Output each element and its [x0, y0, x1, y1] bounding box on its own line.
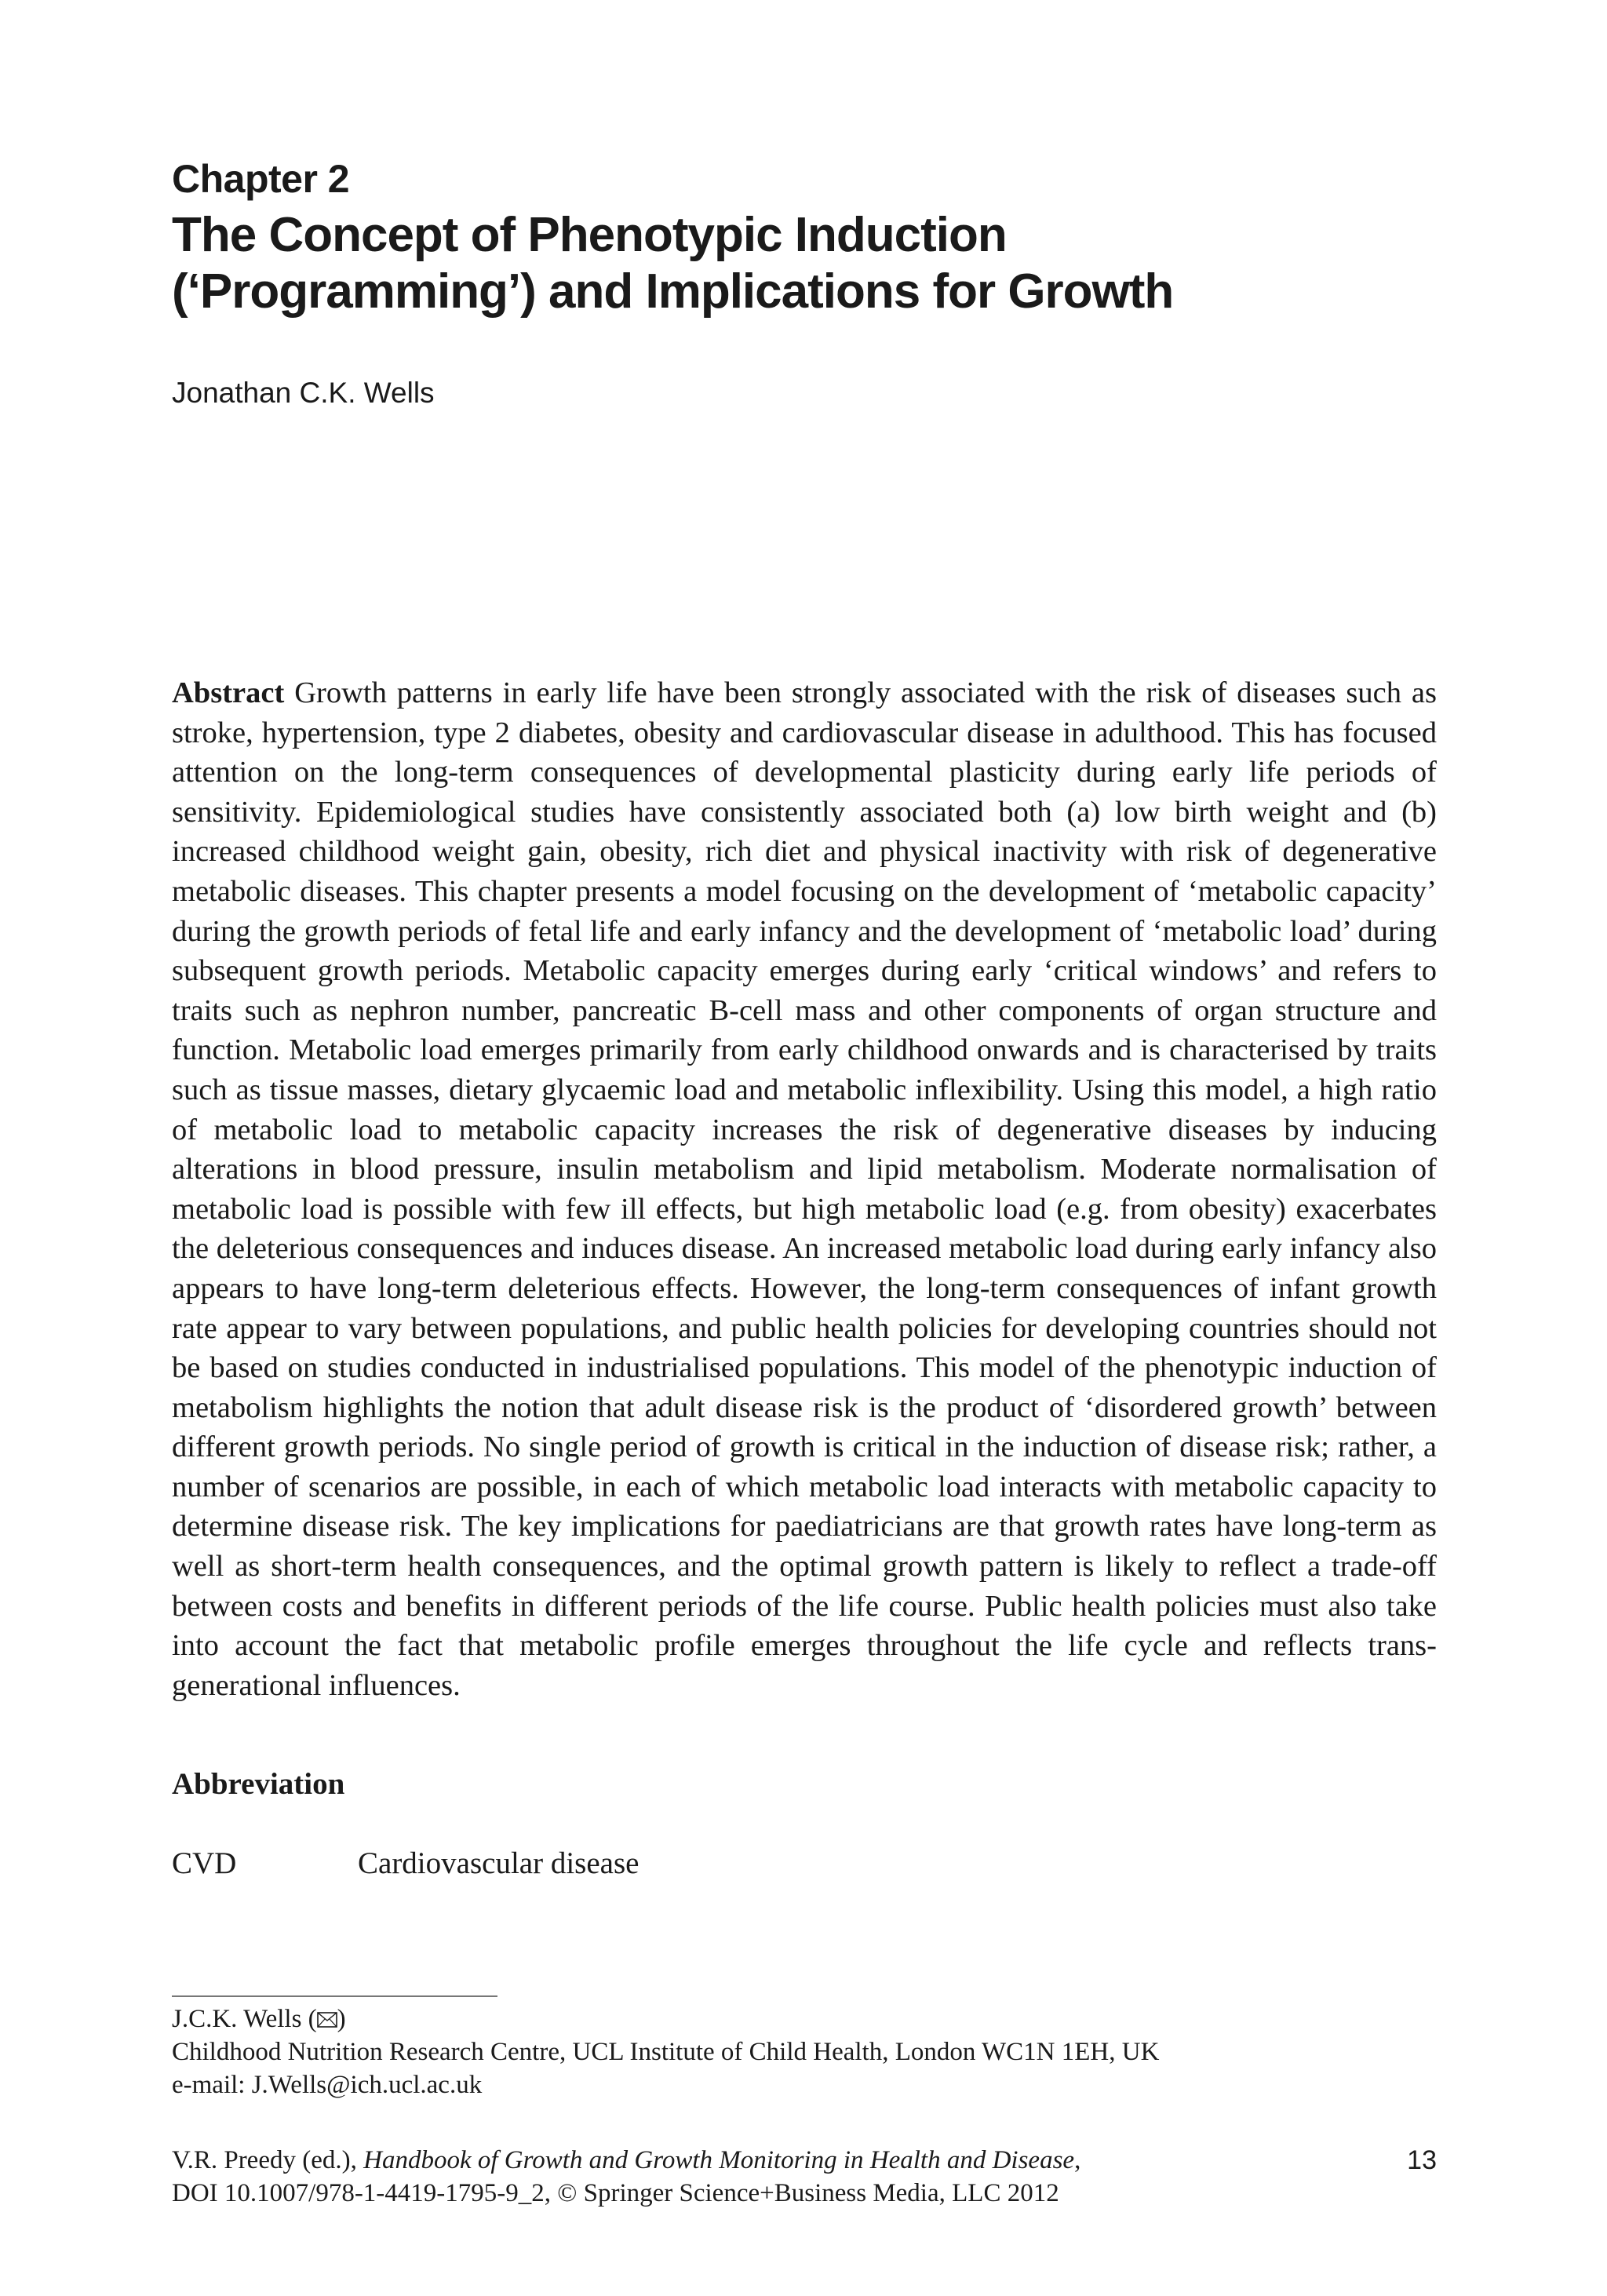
- citation-doi: DOI 10.1007/978-1-4419-1795-9_2, © Springer Science+Business Media, LLC 2012: [172, 2179, 1059, 2207]
- citation-suffix: ,: [1074, 2146, 1081, 2174]
- chapter-title: [172, 207, 1443, 320]
- abbreviation-definition: Cardiovascular disease: [358, 1846, 640, 1880]
- abbreviation-row: [172, 1844, 639, 1883]
- abstract-label: Abstract: [172, 676, 285, 709]
- footnote-author-close: ): [337, 2005, 346, 2033]
- abstract-text: Growth patterns in early life have been strongly associated with the risk of diseases such as stroke, hypertension, type 2 diabetes, obesity and cardiovascular disease in adulthood. This has focused attention on the long-term consequences of developmental plasticity during early life periods of sensitivity. Epidemiological studies have consistently associated both (a) low birth weight and (b) increased childhood weight gain, obesity, rich diet and physical inactivity with risk of degenerative metabolic diseases. This chapter presents a model focusing on the development of ‘metabolic capacity’ during the growth periods of fetal life and early infancy and the development of ‘metabolic load’ during subsequent growth periods. Metabolic capacity emerges during early ‘critical windows’ and refers to traits such as nephron number, pancreatic B-cell mass and other components of organ structure and function. Metabolic load emerges primarily from early childhood onwards and is characterised by traits such as tissue masses, dietary glycaemic load and metabolic inflexibility. Using this model, a high ratio of metabolic load to metabolic capacity increases the risk of degenerative diseases by inducing alterations in blood pressure, insulin metabolism and lipid metabolism. Moderate normalisation of metabolic load is possible with few ill effects, but high metabolic load (e.g. from obesity) exacerbates the deleterious consequences and induces disease. An increased metabolic load during early infancy also appears to have long-term deleterious effects. However, the long-term consequences of infant growth rate appear to vary between populations, and public health policies for developing countries should not be based on studies conducted in industrialised populations. This model of the phenotypic induction of metabolism highlights the notion that adult disease risk is the product of ‘disordered growth’ between different growth periods. No single period of growth is critical in the induction of disease risk; rather, a number of scenarios are possible, in each of which metabolic load interacts with metabolic capacity to determine disease risk. The key implications for paediatricians are that growth rates have long-term as well as short-term health consequences, and the optimal growth pattern is likely to reflect a trade-off between costs and benefits in different periods of the life course. Public health policies must also take into account the fact that metabolic profile emerges throughout the life cycle and reflects trans-generational influences.: [172, 676, 1437, 1702]
- footnote-divider: [172, 1995, 497, 1997]
- citation-book-title: Handbook of Growth and Growth Monitoring in Health and Disease: [363, 2146, 1075, 2174]
- author-name: Jonathan C.K. Wells: [172, 377, 435, 409]
- footnote-email: e-mail: J.Wells@ich.ucl.ac.uk: [172, 2071, 483, 2099]
- abbreviation-term: CVD: [172, 1846, 237, 1880]
- citation-line-1: [172, 2144, 1080, 2177]
- envelope-icon: [317, 2003, 337, 2019]
- chapter-label: Chapter 2: [172, 157, 350, 201]
- abbreviation-heading: Abbreviation: [172, 1767, 345, 1801]
- page-number: 13: [1407, 2145, 1437, 2175]
- abstract-paragraph: [172, 673, 1437, 1705]
- chapter-title-line-1: The Concept of Phenotypic Induction: [172, 208, 1007, 262]
- citation-prefix: V.R. Preedy (ed.),: [172, 2146, 364, 2174]
- chapter-title-line-2: (‘Programming’) and Implications for Growth: [172, 264, 1174, 319]
- footnote-affiliation: Childhood Nutrition Research Centre, UCL Institute of Child Health, London WC1N 1EH, UK: [172, 2038, 1160, 2066]
- author-footnote: [172, 2003, 1159, 2101]
- footnote-author: J.C.K. Wells (: [172, 2005, 317, 2033]
- citation-block: [172, 2144, 1080, 2210]
- footnote-author-line: [172, 2003, 1159, 2035]
